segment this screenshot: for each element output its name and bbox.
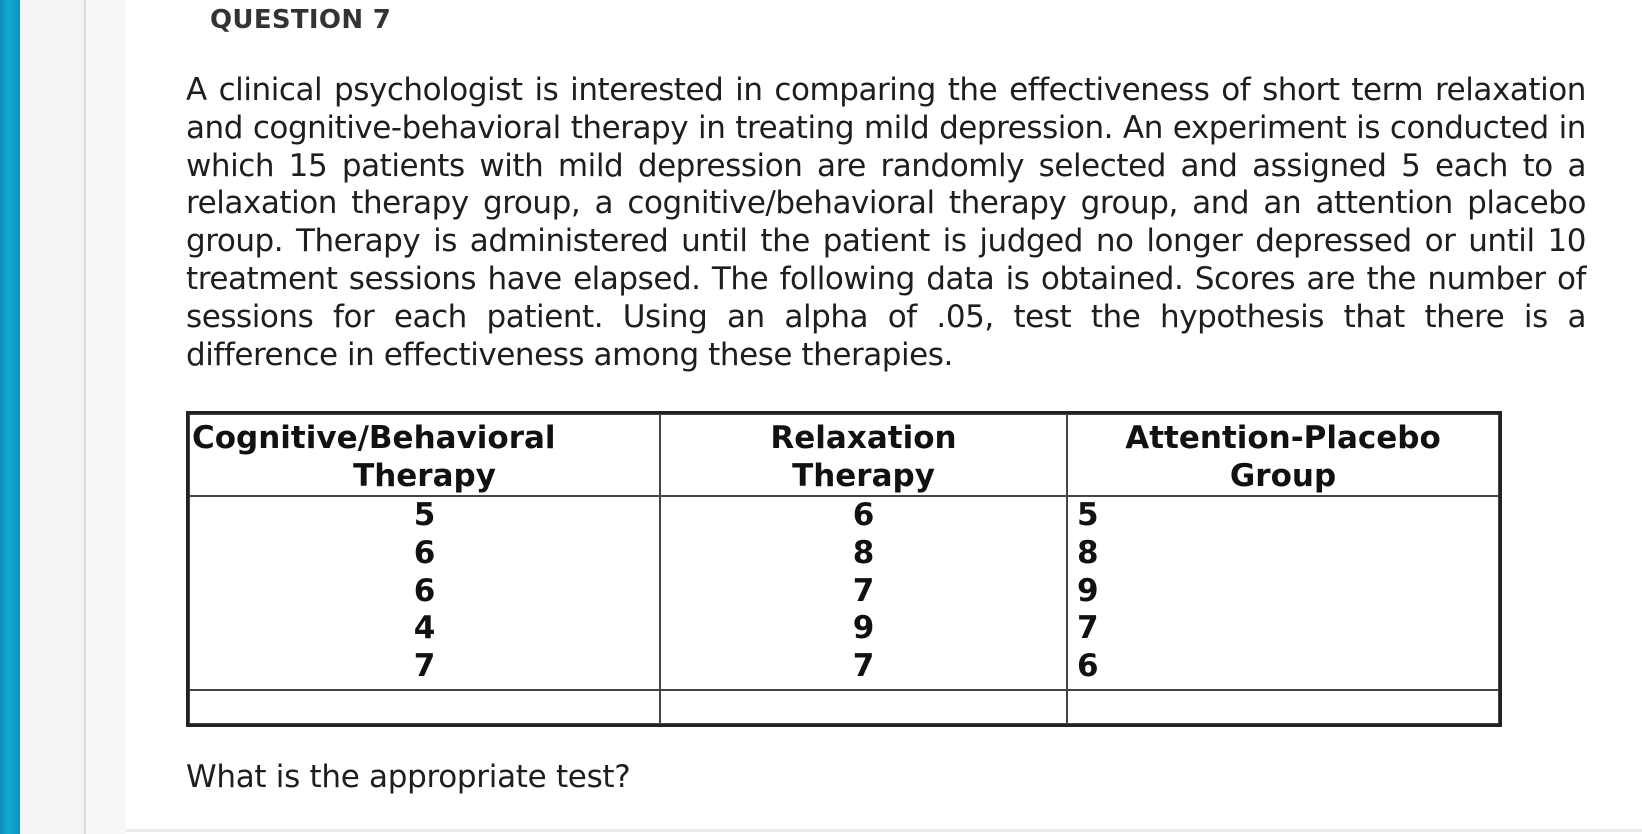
header-cognitive-behavioral: Cognitive/Behavioral Therapy bbox=[189, 414, 660, 496]
table-cell: 9 bbox=[852, 610, 875, 647]
table-cell: 7 bbox=[413, 648, 436, 685]
followup-question: What is the appropriate test? bbox=[186, 759, 631, 795]
left-gutter bbox=[20, 0, 86, 834]
relaxation-values bbox=[660, 496, 1067, 690]
question-body: A clinical psychologist is interested in comparing the effectiveness of short term relaxation and cognitive-behavioral therapy in treating mild depression. An experiment is conducted in which 15 patients with mild depression are randomly selected and assigned 5 each to a relaxation therapy group, a cognitive/behavioral therapy group, and an attention placebo group. Therapy is administered until the patient is judged no longer depressed or until 10 treatment sessions have elapsed. The following data is obtained. Scores are the number of sessions for each patient. Using an alpha of .05, test the hypothesis that there is a difference in effectiveness among these therapies. bbox=[186, 72, 1586, 373]
table-cell: 8 bbox=[1077, 534, 1099, 571]
table-cell: 6 bbox=[413, 534, 436, 571]
table-cell bbox=[1067, 690, 1499, 724]
table-cell: 5 bbox=[1077, 497, 1099, 533]
table-cell: 7 bbox=[1077, 610, 1099, 647]
table-cell: 6 bbox=[413, 572, 436, 609]
table-cell: 4 bbox=[413, 610, 436, 647]
header-attention-placebo: Attention-Placebo Group bbox=[1067, 414, 1499, 496]
table-cell: 5 bbox=[413, 497, 436, 533]
cognitive-behavioral-values bbox=[189, 496, 660, 690]
table-cell: 7 bbox=[852, 648, 875, 685]
table-header-row bbox=[189, 414, 1499, 496]
table-cell: 8 bbox=[852, 534, 875, 571]
table-cell: 6 bbox=[852, 497, 875, 533]
table-cell bbox=[660, 690, 1067, 724]
table-cell: 9 bbox=[1077, 572, 1099, 609]
header-relaxation: Relaxation Therapy bbox=[660, 414, 1067, 496]
table-cell bbox=[189, 690, 660, 724]
table-empty-row bbox=[189, 690, 1499, 724]
left-gutter-inner bbox=[86, 0, 126, 834]
card-bottom-divider bbox=[126, 829, 1642, 832]
table-cell: 7 bbox=[852, 572, 875, 609]
table-cell: 6 bbox=[1077, 648, 1099, 685]
attention-placebo-values bbox=[1067, 496, 1499, 690]
left-accent-bar bbox=[0, 0, 20, 834]
question-title: QUESTION 7 bbox=[210, 5, 392, 35]
data-table bbox=[186, 411, 1502, 727]
table-data-row bbox=[189, 496, 1499, 690]
